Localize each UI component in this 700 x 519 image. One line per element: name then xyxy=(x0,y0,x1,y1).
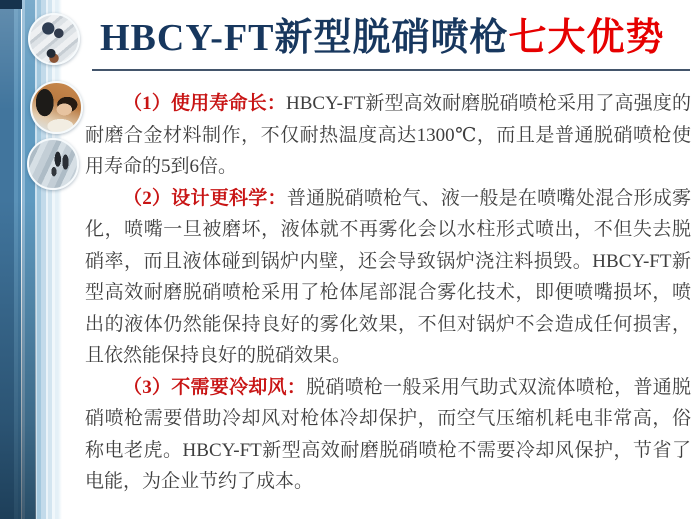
business-people-walking-photo xyxy=(27,138,79,190)
paragraph-1-label: （1）使用寿命长： xyxy=(123,93,286,114)
office-supplies-photo xyxy=(28,13,80,65)
paragraph-3-label: （3）不需要冷却风： xyxy=(123,376,307,398)
title-main: HBCY-FT新型脱硝喷枪 xyxy=(100,17,509,59)
paragraph-2-text: 普通脱硝喷枪气、液一般是在喷嘴处混合形成雾化，喷嘴一旦被磨坏，液体就不再雾化会以水柱形式喷出，不但失去脱硝率，而且液体碰到锅炉内壁，还会导致锅炉浇注料损毁。HBCY-FT新型高效耐磨脱硝喷枪采用了枪体尾部混合雾化技术，即便喷嘴损坏，喷出的液体仍然能保持良好的雾化效果，不但对锅炉不会造成任何损害，且依然能保持良好的脱硝效果。 xyxy=(85,187,691,366)
paragraph-3-text: 脱硝喷枪一般采用气助式双流体喷枪，普通脱硝喷枪需要借助冷却风对枪体冷却保护，而空气压缩机耗电非常高，俗称电老虎。HBCY-FT新型高效耐磨脱硝喷枪不需要冷却风保护，节省了电能，为企业节约了成本。 xyxy=(85,376,691,492)
paragraph-1 xyxy=(85,88,691,183)
paragraph-3 xyxy=(85,372,691,498)
corner-accent-block xyxy=(0,0,22,9)
title-highlight: 七大优势 xyxy=(508,17,665,59)
title-underline-wrap xyxy=(92,14,690,71)
paragraph-2-label: （2）设计更科学： xyxy=(123,187,287,209)
sidebar-gradient-shade xyxy=(0,0,36,519)
page-title xyxy=(92,14,690,62)
paragraph-2 xyxy=(85,183,691,372)
business-meeting-photo xyxy=(30,81,83,134)
body-text xyxy=(85,88,691,498)
paragraph-1-text: HBCY-FT新型高效耐磨脱硝喷枪采用了高强度的耐磨合金材料制作，不仅耐热温度高达1300℃，而且是普通脱硝喷枪使用寿命的5到6倍。 xyxy=(85,93,691,177)
